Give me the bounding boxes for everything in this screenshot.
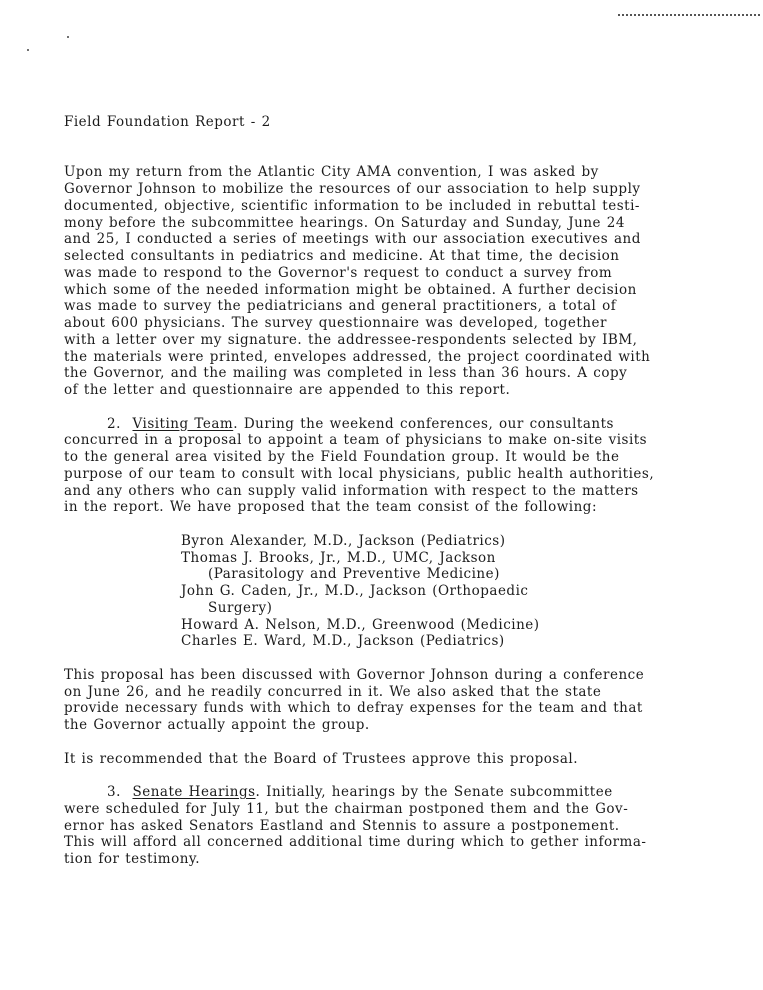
- text-line: which some of the needed information might be obtained. A further decision: [64, 281, 637, 298]
- text-line: selected consultants in pediatrics and medicine. At that time, the decision: [64, 248, 620, 265]
- text-line: of the letter and questionnaire are appended to this report.: [64, 382, 511, 399]
- scan-speck: [27, 49, 29, 51]
- text-line: Upon my return from the Atlantic City AMA convention, I was asked by: [64, 164, 599, 181]
- text-line: and 25, I conducted a series of meetings with our association executives and: [64, 231, 641, 248]
- text-line: was made to respond to the Governor's request to conduct a survey from: [64, 264, 613, 281]
- team-member: Thomas J. Brooks, Jr., M.D., UMC, Jackson: [181, 549, 496, 566]
- spacer: [64, 399, 763, 416]
- team-member: Charles E. Ward, M.D., Jackson (Pediatrics): [181, 633, 505, 650]
- team-member-list: [64, 533, 763, 650]
- text-line: the Governor actually appoint the group.: [64, 717, 370, 734]
- text-line: purpose of our team to consult with local physicians, public health authorities,: [64, 465, 655, 482]
- perforation-mark: [618, 14, 760, 16]
- text-line: This proposal has been discussed with Governor Johnson during a conference: [64, 666, 645, 683]
- text-line: to the general area visited by the Field Foundation group. It would be the: [64, 449, 620, 466]
- section-number: 3.: [107, 784, 121, 801]
- section-visiting-team: [64, 416, 763, 517]
- text-line: mony before the subcommittee hearings. On Saturday and Sunday, June 24: [64, 214, 625, 231]
- text-line: concurred in a proposal to appoint a team of physicians to make on-site visits: [64, 432, 648, 449]
- paragraph-3: [64, 667, 763, 734]
- section-first-line: [64, 784, 763, 801]
- text-line: tion for testimony.: [64, 851, 201, 868]
- text-line: on June 26, and he readily concurred in it. We also asked that the state: [64, 683, 602, 700]
- text-line: were scheduled for July 11, but the chairman postponed them and the Gov-: [64, 800, 629, 817]
- section-number: 2.: [107, 415, 121, 432]
- text-line: about 600 physicians. The survey questionnaire was developed, together: [64, 315, 607, 332]
- page-header: Field Foundation Report - 2: [64, 114, 271, 130]
- section-heading: Visiting Team: [132, 415, 234, 432]
- team-member-continuation: Surgery): [208, 599, 273, 616]
- spacer: [64, 131, 763, 165]
- spacer: [64, 767, 763, 784]
- spacer: [64, 516, 763, 533]
- paragraph-4: [64, 751, 763, 768]
- section-first-line-text: . During the weekend conferences, our consultants: [233, 415, 614, 432]
- team-member-continuation: (Parasitology and Preventive Medicine): [208, 566, 500, 583]
- text-line: with a letter over my signature. the addressee-respondents selected by IBM,: [64, 331, 638, 348]
- scan-speck: [67, 36, 69, 38]
- paragraph-1: [64, 164, 763, 399]
- section-senate-hearings: [64, 784, 763, 868]
- text-line: It is recommended that the Board of Trustees approve this proposal.: [64, 750, 579, 767]
- team-member: Howard A. Nelson, M.D., Greenwood (Medicine): [181, 616, 540, 633]
- section-first-line: [64, 416, 763, 433]
- section-first-line-text: . Initially, hearings by the Senate subcommittee: [255, 784, 613, 801]
- spacer: [64, 734, 763, 751]
- text-line: provide necessary funds with which to defray expenses for the team and that: [64, 700, 643, 717]
- text-line: and any others who can supply valid information with respect to the matters: [64, 482, 639, 499]
- text-line: Governor Johnson to mobilize the resources of our association to help supply: [64, 181, 641, 198]
- text-line: This will afford all concerned additional time during which to gether informa-: [64, 834, 647, 851]
- team-member: Byron Alexander, M.D., Jackson (Pediatrics): [181, 532, 506, 549]
- text-line: in the report. We have proposed that the team consist of the following:: [64, 499, 597, 516]
- text-line: documented, objective, scientific information to be included in rebuttal testi-: [64, 197, 640, 214]
- spacer: [64, 650, 763, 667]
- text-line: was made to survey the pediatricians and general practitioners, a total of: [64, 298, 617, 315]
- text-line: the Governor, and the mailing was completed in less than 36 hours. A copy: [64, 365, 628, 382]
- text-line: the materials were printed, envelopes addressed, the project coordinated with: [64, 348, 651, 365]
- section-heading: Senate Hearings: [132, 784, 256, 801]
- team-member: John G. Caden, Jr., M.D., Jackson (Orthopaedic: [181, 583, 529, 600]
- text-line: ernor has asked Senators Eastland and Stennis to assure a postponement.: [64, 817, 620, 834]
